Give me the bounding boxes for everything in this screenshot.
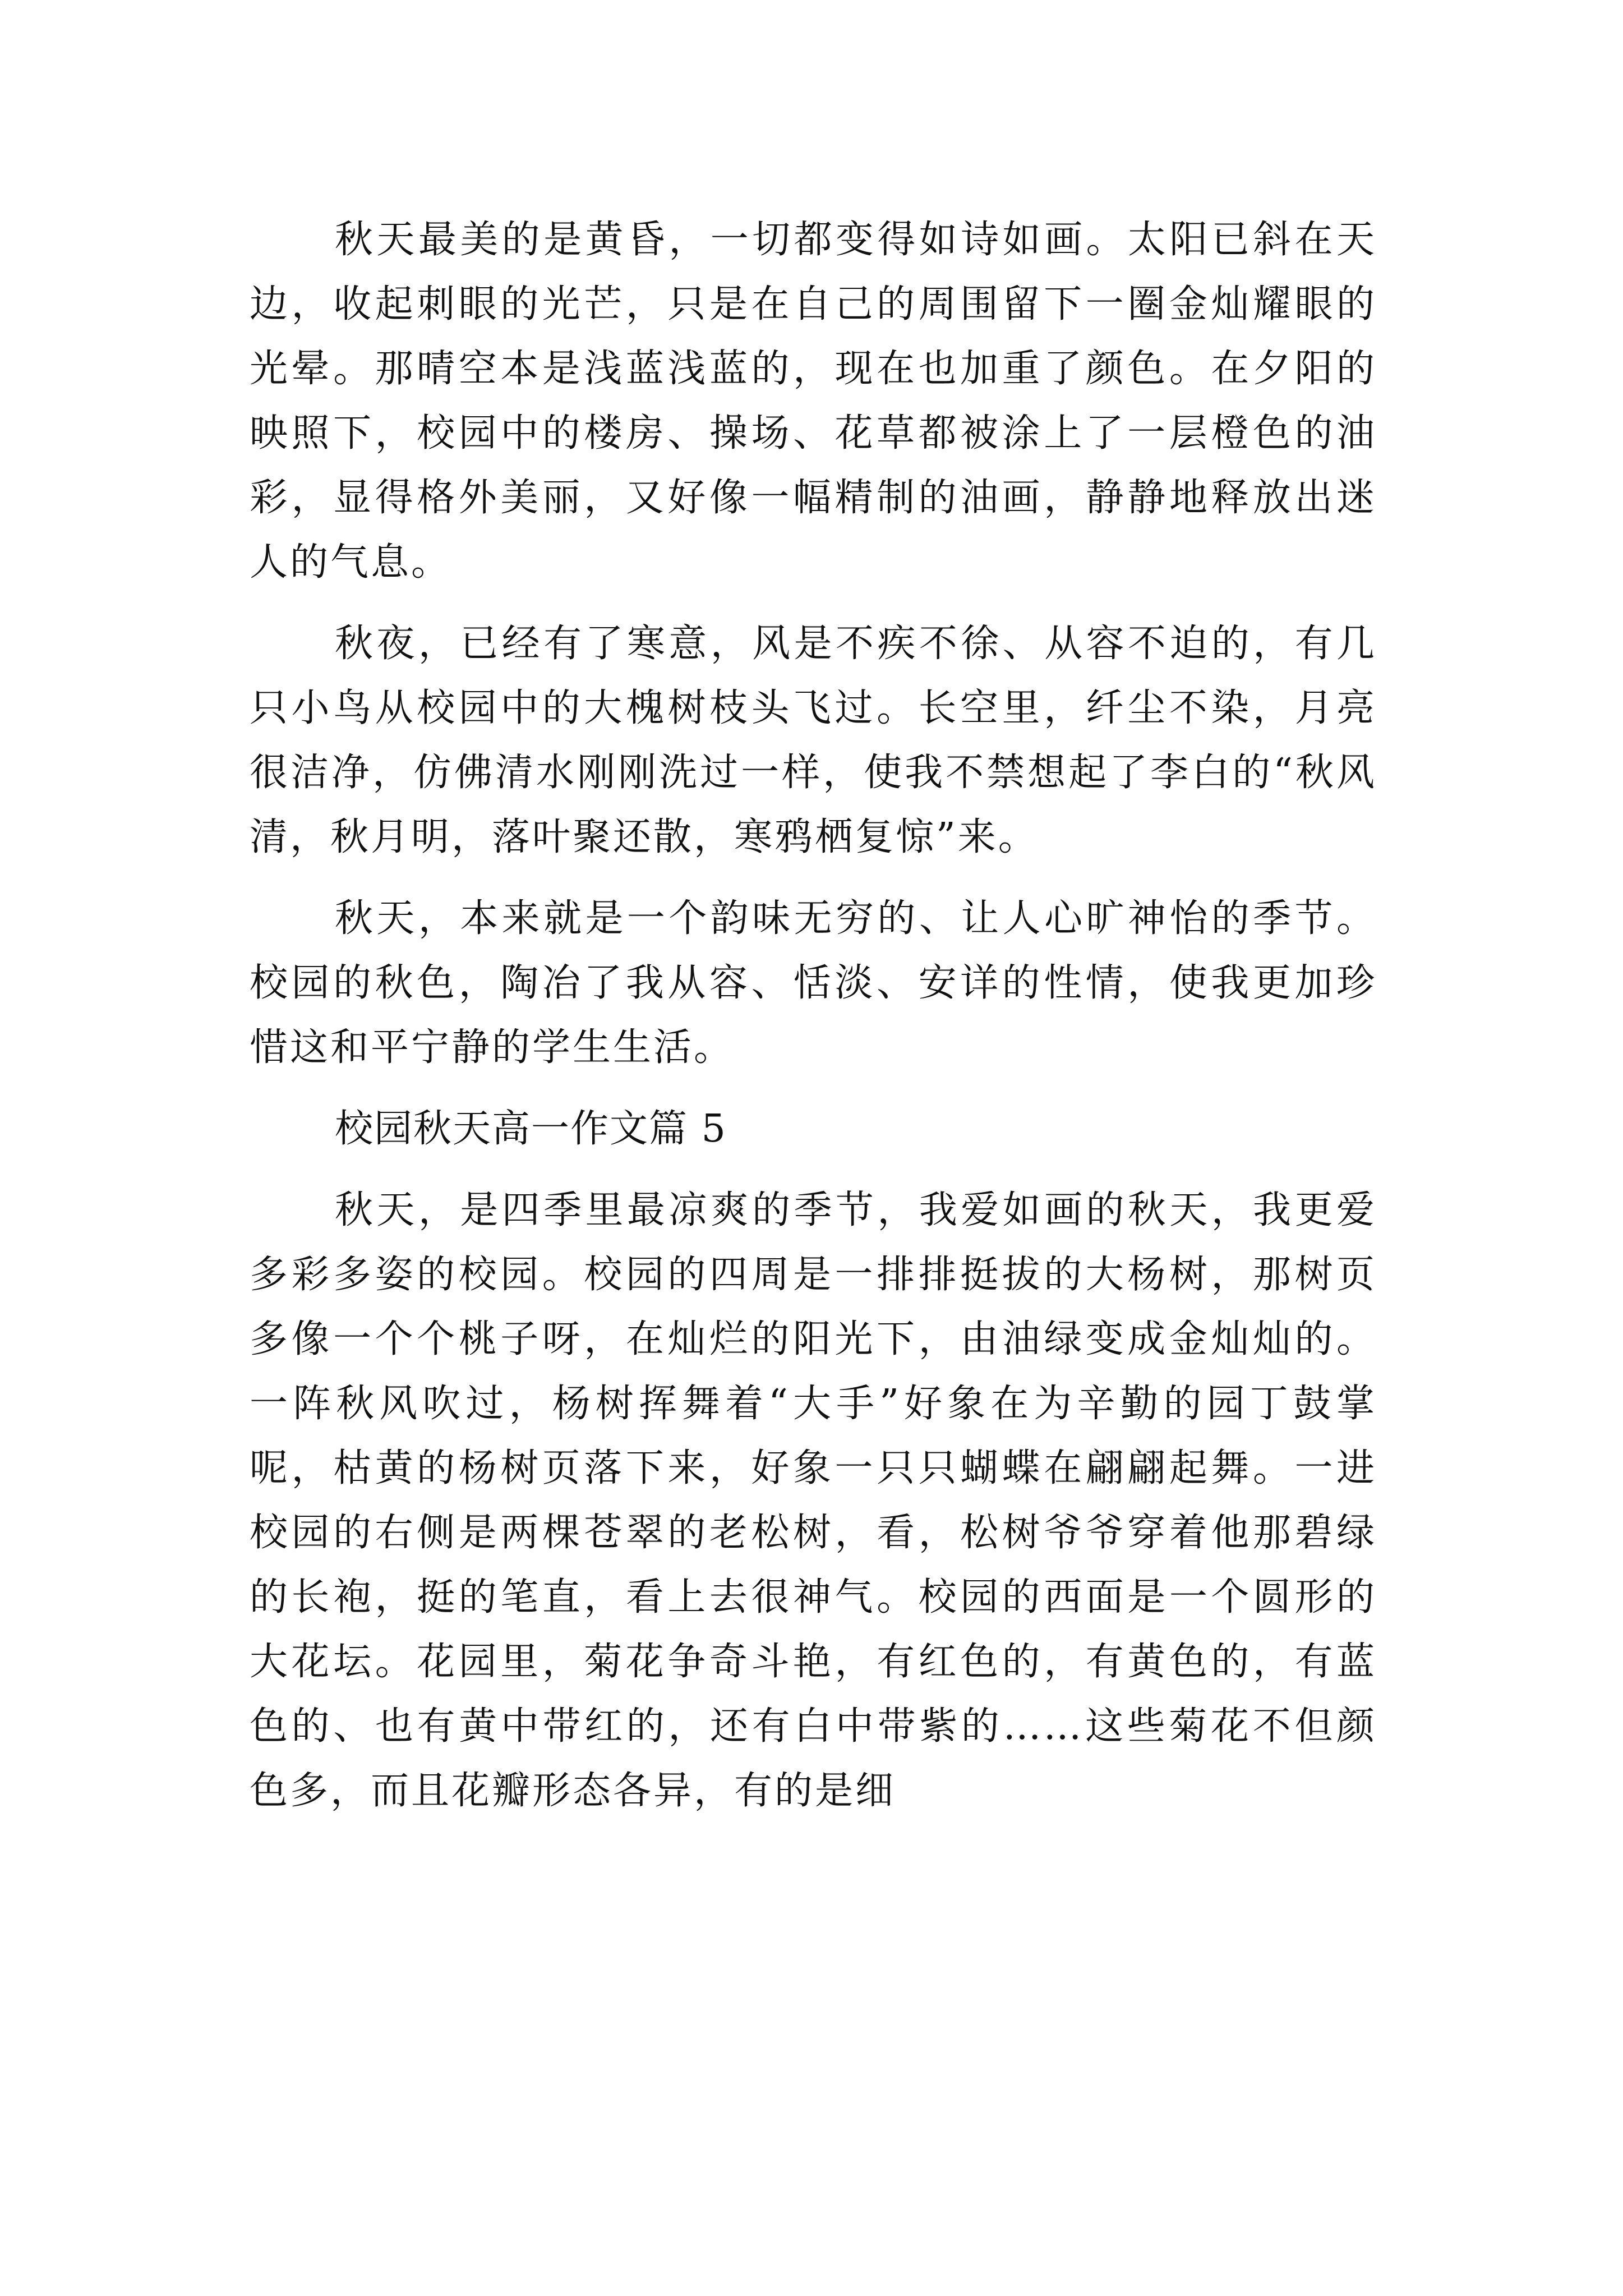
- paragraph-season: 秋天，本来就是一个韵味无穷的、让人心旷神怡的季节。校园的秋色，陶冶了我从容、恬淡、安详的性情，使我更加珍惜这和平宁静的学生生活。: [250, 896, 1377, 1070]
- document-body: [250, 208, 1377, 1840]
- section-heading: 校园秋天高一作文篇 5: [335, 1107, 727, 1151]
- paragraph-night: 秋夜，已经有了寒意，风是不疾不徐、从容不迫的，有几只小鸟从校园中的大槐树枝头飞过。长空里，纤尘不染，月亮很洁净，仿佛清水刚刚洗过一样，使我不禁想起了李白的“秋风清，秋月明，落叶聚还散，寒鸦栖复惊”来。: [250, 622, 1377, 859]
- paragraph-campus: 秋天，是四季里最凉爽的季节，我爱如画的秋天，我更爱多彩多姿的校园。校园的四周是一排排挺拔的大杨树，那树页多像一个个桃子呀，在灿烂的阳光下，由油绿变成金灿灿的。一阵秋风吹过，杨树挥舞着“大手”好象在为辛勤的园丁鼓掌呢，枯黄的杨树页落下来，好象一只只蝴蝶在翩翩起舞。一进校园的右侧是两棵苍翠的老松树，看，松树爷爷穿着他那碧绿的长袍，挺的笔直，看上去很神气。校园的西面是一个圆形的大花坛。花园里，菊花争奇斗艳，有红色的，有黄色的，有蓝色的、也有黄中带红的，还有白中带紫的……这些菊花不但颜色多，而且花瓣形态各异，有的是细: [250, 1188, 1377, 1813]
- paragraph-dusk: 秋天最美的是黄昏，一切都变得如诗如画。太阳已斜在天边，收起刺眼的光芒，只是在自己的周围留下一圈金灿耀眼的光晕。那晴空本是浅蓝浅蓝的，现在也加重了颜色。在夕阳的映照下，校园中的楼房、操场、花草都被涂上了一层橙色的油彩，显得格外美丽，又好像一幅精制的油画，静静地释放出迷人的气息。: [250, 218, 1377, 585]
